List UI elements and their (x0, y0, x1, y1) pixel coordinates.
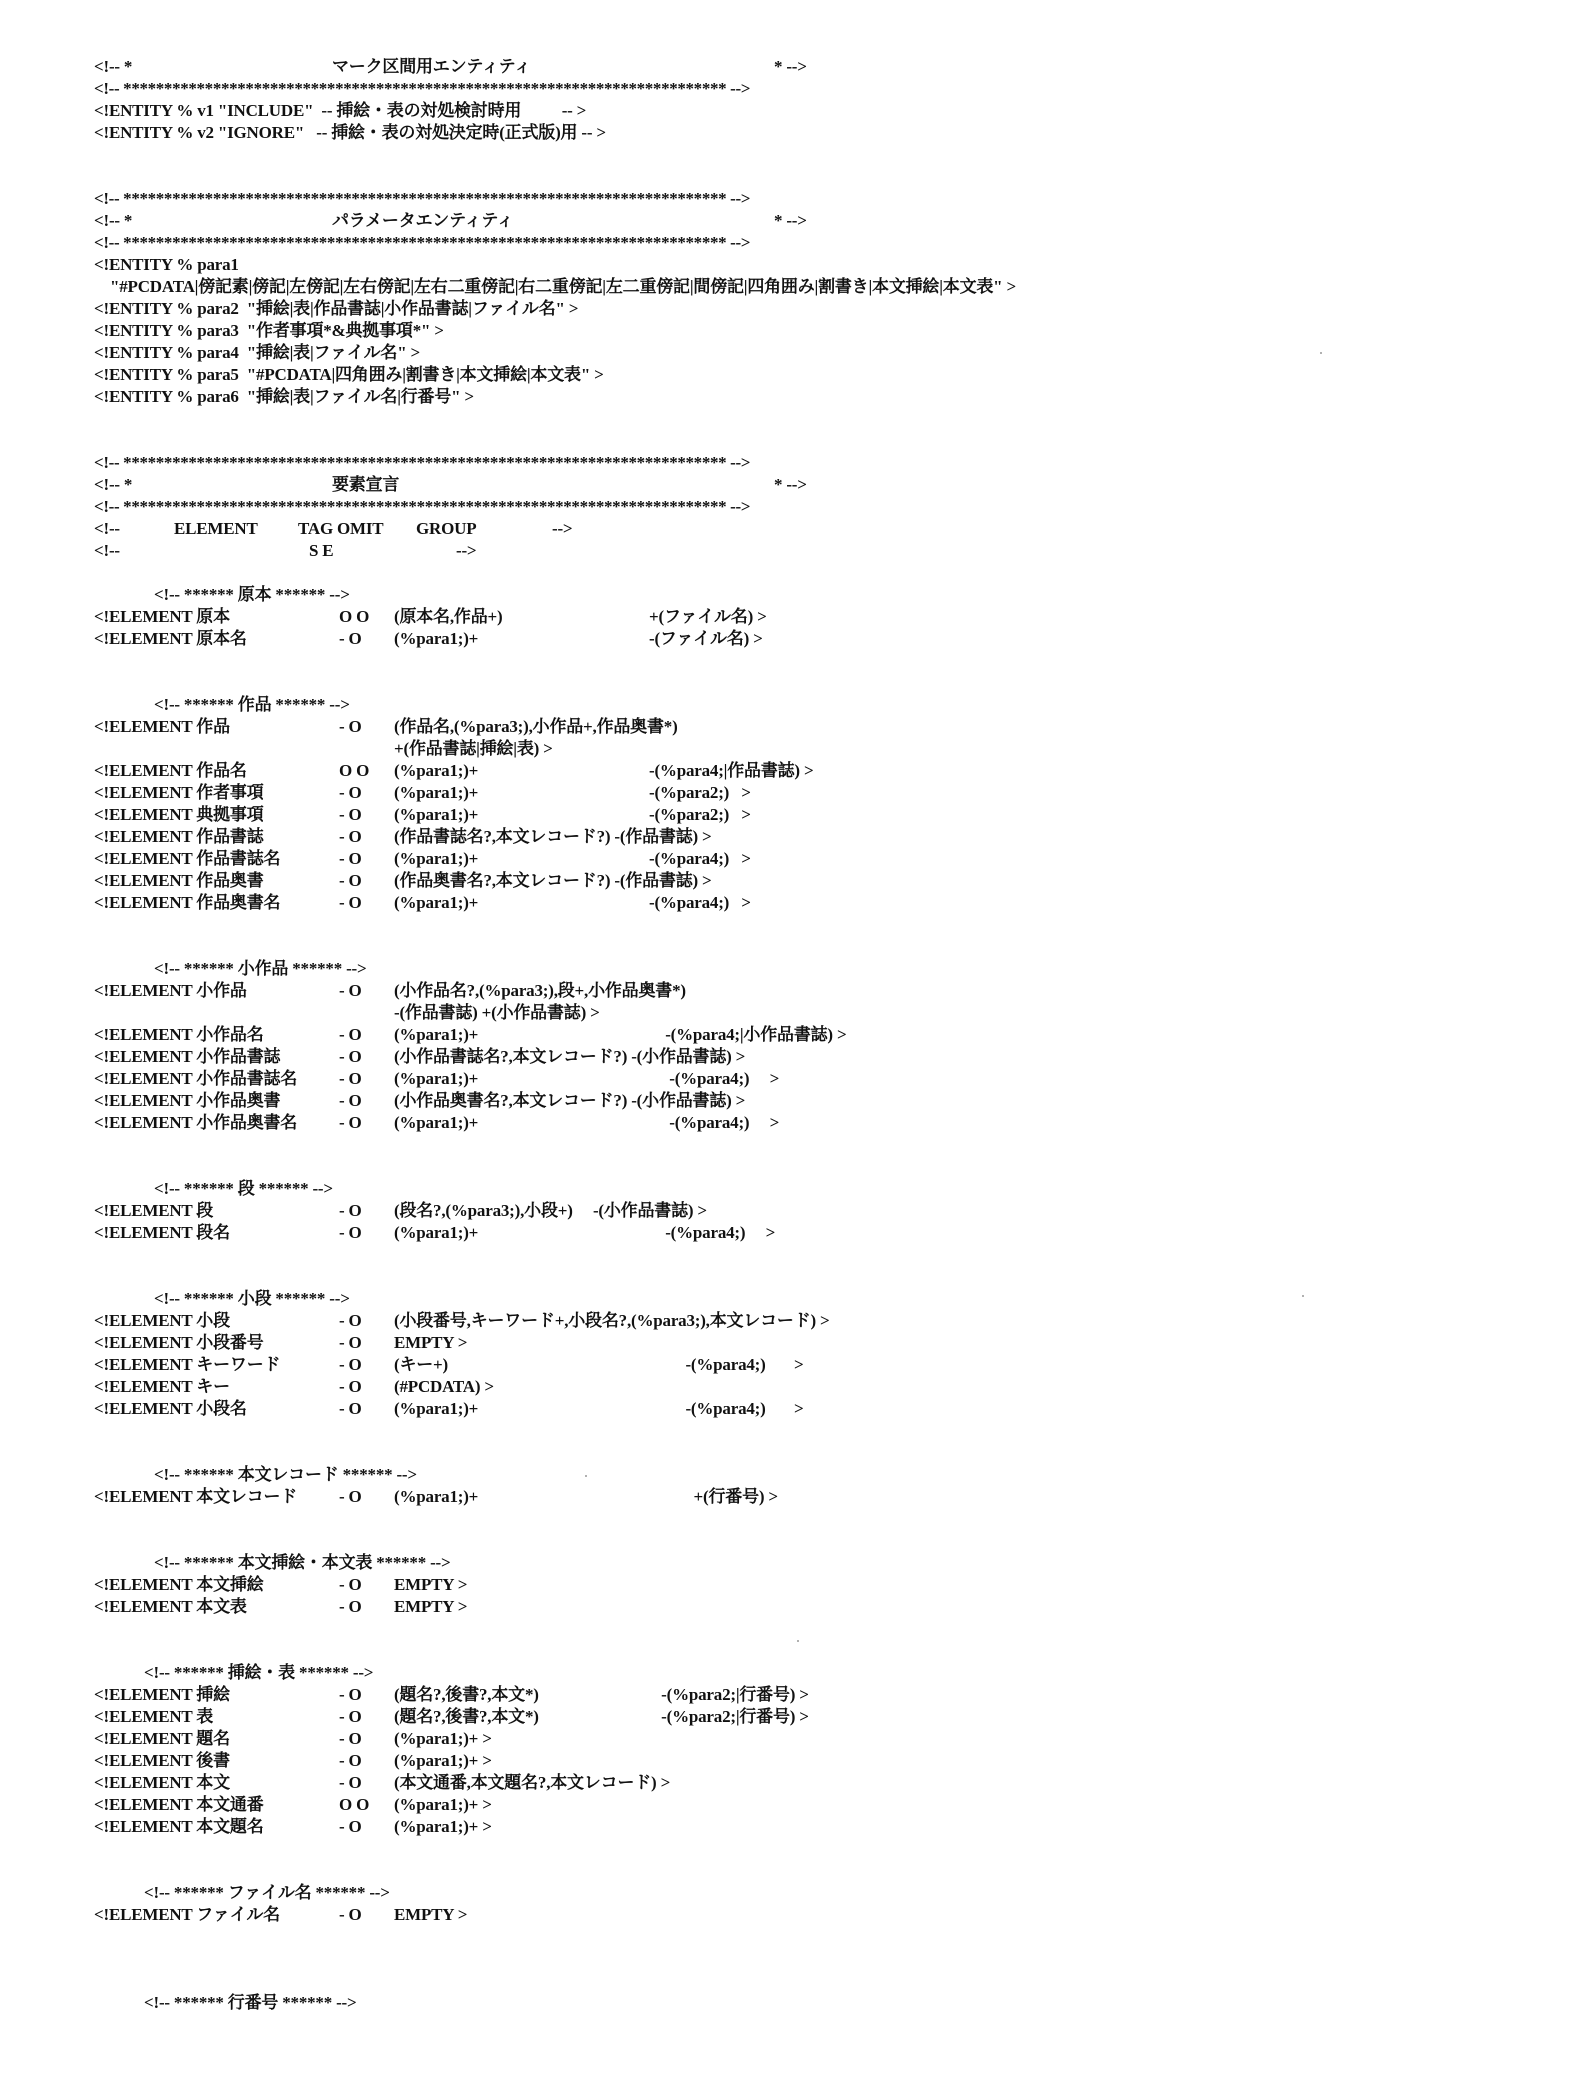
element-name: <!ELEMENT 小作品書誌 (94, 1047, 281, 1066)
comment-close: * --> (774, 475, 807, 494)
content-model: (段名?,(%para3;),小段+) -(小作品書誌) > (394, 1201, 707, 1220)
element-name: <!ELEMENT 作品書誌 (94, 827, 264, 846)
element-declaration (94, 1772, 1534, 1794)
section-gap (94, 1244, 1534, 1288)
star-rule-line (94, 452, 1534, 474)
declaration-text: <!ENTITY % para2 "挿絵|表|作品書誌|小作品書誌|ファイル名" > (94, 299, 579, 318)
element-declaration (94, 1068, 1534, 1090)
comment-close: --> (552, 519, 573, 538)
element-declaration (94, 1354, 1534, 1376)
star-rule: <!-- ************************************************************************** --> (94, 497, 751, 516)
tag-omission: - O (339, 1025, 362, 1044)
element-declaration (94, 606, 1534, 628)
exclusion-inclusion: -(%para4;) > (649, 893, 751, 912)
star-rule-line (94, 496, 1534, 518)
exclusion-inclusion: -(%para4;) > (649, 1223, 776, 1242)
tag-omission: - O (339, 1729, 362, 1748)
element-name: <!ELEMENT 本文挿絵 (94, 1575, 264, 1594)
element-name: <!ELEMENT 作者事項 (94, 783, 264, 802)
tag-omission: - O (339, 1487, 362, 1506)
element-declaration (94, 782, 1534, 804)
element-name: <!ELEMENT 作品名 (94, 761, 247, 780)
scan-speck (585, 1475, 587, 1477)
continuation-line (94, 1002, 1534, 1024)
tag-omission: - O (339, 1091, 362, 1110)
declaration-text: <!ENTITY % para5 "#PCDATA|四角囲み|割書き|本文挿絵|本文表" > (94, 365, 604, 384)
section-gap (94, 1508, 1534, 1552)
section-comment (94, 1178, 1534, 1200)
content-model: (%para1;)+ (394, 1113, 479, 1132)
section-comment (94, 1882, 1534, 1904)
content-model: (%para1;)+ (394, 805, 479, 824)
tag-omission: - O (339, 1817, 362, 1836)
element-declaration (94, 1904, 1534, 1926)
content-model: (%para1;)+ > (394, 1817, 492, 1836)
element-name: <!ELEMENT 小段番号 (94, 1333, 264, 1352)
content-model: (%para1;)+ (394, 783, 479, 802)
exclusion-inclusion: -(%para2;|行番号) > (649, 1707, 809, 1726)
element-name: <!ELEMENT 挿絵 (94, 1685, 230, 1704)
section-gap (94, 1926, 1534, 1970)
element-name: <!ELEMENT 後書 (94, 1751, 230, 1770)
content-model: EMPTY > (394, 1575, 468, 1594)
tag-omission: - O (339, 1685, 362, 1704)
star-rule: <!-- ************************************************************************** --> (94, 189, 751, 208)
comment-open: <!-- * (94, 57, 133, 76)
element-declaration (94, 1046, 1534, 1068)
content-model: (キー+) (394, 1355, 449, 1374)
element-name: <!ELEMENT キーワード (94, 1355, 281, 1374)
content-model: (%para1;)+ (394, 893, 479, 912)
section-comment (94, 1288, 1534, 1310)
element-name: <!ELEMENT 段名 (94, 1223, 230, 1242)
blank-line (94, 1970, 1534, 1992)
header-se: S E (309, 541, 334, 560)
tag-omission: - O (339, 1047, 362, 1066)
banner-title: 要素宣言 (332, 475, 400, 494)
tag-omission: - O (339, 849, 362, 868)
content-model: (%para1;)+ (394, 629, 479, 648)
content-model: EMPTY > (394, 1905, 468, 1924)
section-gap (94, 144, 1534, 188)
element-name: <!ELEMENT 典拠事項 (94, 805, 264, 824)
star-rule-line (94, 232, 1534, 254)
content-model: (%para1;)+ (394, 1223, 479, 1242)
content-model: (小作品書誌名?,本文レコード?) -(小作品書誌) > (394, 1047, 746, 1066)
tag-omission: - O (339, 629, 362, 648)
element-name: <!ELEMENT 作品奥書 (94, 871, 264, 890)
content-model: (小作品名?,(%para3;),段+,小作品奥書*) (394, 981, 686, 1000)
tag-omission: - O (339, 1311, 362, 1330)
element-declaration (94, 826, 1534, 848)
header-tag-omit: TAG OMIT (298, 519, 384, 538)
exclusion-inclusion: -(%para4;) > (649, 849, 751, 868)
continuation-text: +(作品書誌|挿絵|表) > (394, 739, 553, 758)
element-declaration (94, 1728, 1534, 1750)
entity-declaration (94, 364, 1534, 386)
tag-omission: O O (339, 761, 370, 780)
comment-close: * --> (774, 211, 807, 230)
banner-comment-line (94, 210, 1534, 232)
element-name: <!ELEMENT 小段 (94, 1311, 230, 1330)
column-subheader-line (94, 540, 1534, 562)
tag-omission: - O (339, 1355, 362, 1374)
declaration-text: <!ENTITY % para3 "作者事項*&典拠事項*" > (94, 321, 444, 340)
tag-omission: - O (339, 1751, 362, 1770)
element-declaration (94, 1596, 1534, 1618)
entity-declaration (94, 320, 1534, 342)
section-title: <!-- ****** 本文挿絵・本文表 ****** --> (154, 1553, 451, 1572)
element-declaration (94, 980, 1534, 1002)
star-rule: <!-- ************************************************************************** --> (94, 233, 751, 252)
tag-omission: - O (339, 1905, 362, 1924)
content-model: (%para1;)+ > (394, 1795, 492, 1814)
exclusion-inclusion: -(%para4;) > (649, 1399, 804, 1418)
content-model: (#PCDATA) > (394, 1377, 494, 1396)
tag-omission: - O (339, 1113, 362, 1132)
entity-declaration (94, 122, 1534, 144)
section-comment (94, 1464, 1534, 1486)
section-gap (94, 1838, 1534, 1882)
element-name: <!ELEMENT 段 (94, 1201, 214, 1220)
exclusion-inclusion: -(%para4;|小作品書誌) > (649, 1025, 847, 1044)
content-model: (題名?,後書?,本文*) (394, 1707, 539, 1726)
header-element: ELEMENT (174, 519, 258, 538)
content-model: (%para1;)+ (394, 1399, 479, 1418)
element-declaration (94, 628, 1534, 650)
declaration-text: <!ENTITY % v1 "INCLUDE" -- 挿絵・表の対処検討時用 -- > (94, 101, 587, 120)
content-model: (小段番号,キーワード+,小段名?,(%para3;),本文レコード) > (394, 1311, 830, 1330)
content-model: (作品名,(%para3;),小作品+,作品奥書*) (394, 717, 678, 736)
content-model: (%para1;)+ > (394, 1751, 492, 1770)
section-comment (94, 1552, 1534, 1574)
element-declaration (94, 1024, 1534, 1046)
section-gap (94, 1420, 1534, 1464)
star-rule: <!-- ************************************************************************** --> (94, 79, 751, 98)
section-gap (94, 1618, 1534, 1662)
element-name: <!ELEMENT 小作品奥書名 (94, 1113, 298, 1132)
content-model: EMPTY > (394, 1333, 468, 1352)
content-model: (%para1;)+ (394, 849, 479, 868)
tag-omission: - O (339, 1201, 362, 1220)
star-rule-line (94, 78, 1534, 100)
element-declaration (94, 1222, 1534, 1244)
tag-omission: - O (339, 1707, 362, 1726)
exclusion-inclusion: +(行番号) > (649, 1487, 778, 1506)
exclusion-inclusion: -(%para2;|行番号) > (649, 1685, 809, 1704)
element-declaration (94, 1794, 1534, 1816)
declaration-text: <!ENTITY % para6 "挿絵|表|ファイル名|行番号" > (94, 387, 474, 406)
tag-omission: O O (339, 1795, 370, 1814)
section-title: <!-- ****** 小作品 ****** --> (154, 959, 367, 978)
element-name: <!ELEMENT 作品書誌名 (94, 849, 281, 868)
tag-omission: - O (339, 1399, 362, 1418)
element-name: <!ELEMENT 表 (94, 1707, 214, 1726)
element-declaration (94, 1310, 1534, 1332)
comment-close: --> (456, 541, 477, 560)
element-declaration (94, 1750, 1534, 1772)
tag-omission: - O (339, 1333, 362, 1352)
banner-title: マーク区間用エンティティ (332, 57, 531, 76)
element-declaration (94, 1200, 1534, 1222)
element-name: <!ELEMENT 小作品 (94, 981, 247, 1000)
exclusion-inclusion: -(%para4;) > (649, 1113, 780, 1132)
exclusion-inclusion: -(ファイル名) > (649, 629, 763, 648)
element-declaration (94, 892, 1534, 914)
continuation-text: -(作品書誌) +(小作品書誌) > (394, 1003, 600, 1022)
element-name: <!ELEMENT 作品奥書名 (94, 893, 281, 912)
tag-omission: - O (339, 1575, 362, 1594)
section-comment (94, 1992, 1534, 2014)
continuation-line (94, 738, 1534, 760)
element-name: <!ELEMENT 本文題名 (94, 1817, 264, 1836)
content-model: (本文通番,本文題名?,本文レコード) > (394, 1773, 671, 1792)
entity-declaration (94, 298, 1534, 320)
star-rule: <!-- ************************************************************************** --> (94, 453, 751, 472)
exclusion-inclusion: -(%para4;) > (649, 1069, 780, 1088)
exclusion-inclusion: -(%para2;) > (649, 783, 751, 802)
element-name: <!ELEMENT ファイル名 (94, 1905, 280, 1924)
element-declaration (94, 1112, 1534, 1134)
tag-omission: - O (339, 783, 362, 802)
tag-omission: - O (339, 805, 362, 824)
section-comment (94, 958, 1534, 980)
element-name: <!ELEMENT 本文レコード (94, 1487, 298, 1506)
blank-line (94, 562, 1534, 584)
section-comment (94, 694, 1534, 716)
content-model: (作品書誌名?,本文レコード?) -(作品書誌) > (394, 827, 712, 846)
section-title: <!-- ****** 作品 ****** --> (154, 695, 350, 714)
element-name: <!ELEMENT 原本名 (94, 629, 247, 648)
tag-omission: - O (339, 1223, 362, 1242)
comment-open: <!-- * (94, 211, 133, 230)
element-declaration (94, 1376, 1534, 1398)
element-name: <!ELEMENT 原本 (94, 607, 230, 626)
entity-value: "#PCDATA|傍記素|傍記|左傍記|左右傍記|左右二重傍記|右二重傍記|左二重傍記|間傍記|四角囲み|割書き|本文挿絵|本文表" > (110, 277, 1016, 296)
element-declaration (94, 1816, 1534, 1838)
element-name: <!ELEMENT 本文通番 (94, 1795, 264, 1814)
section-title: <!-- ****** 段 ****** --> (154, 1179, 333, 1198)
element-declaration (94, 1090, 1534, 1112)
element-name: <!ELEMENT 小作品書誌名 (94, 1069, 298, 1088)
tag-omission: O O (339, 607, 370, 626)
section-title: <!-- ****** ファイル名 ****** --> (144, 1883, 390, 1902)
tag-omission: - O (339, 1069, 362, 1088)
section-title: <!-- ****** 小段 ****** --> (154, 1289, 350, 1308)
element-declaration (94, 1398, 1534, 1420)
element-name: <!ELEMENT 作品 (94, 717, 230, 736)
element-name: <!ELEMENT 本文表 (94, 1597, 247, 1616)
element-declaration (94, 1332, 1534, 1354)
comment-open: <!-- (94, 519, 120, 538)
tag-omission: - O (339, 827, 362, 846)
star-rule-line (94, 188, 1534, 210)
content-model: (%para1;)+ (394, 1069, 479, 1088)
section-title: <!-- ****** 挿絵・表 ****** --> (144, 1663, 374, 1682)
element-declaration (94, 870, 1534, 892)
entity-value-line (94, 276, 1534, 298)
element-declaration (94, 1706, 1534, 1728)
content-model: (%para1;)+ (394, 761, 479, 780)
element-declaration (94, 804, 1534, 826)
entity-declaration (94, 386, 1534, 408)
tag-omission: - O (339, 1377, 362, 1396)
content-model: (%para1;)+ > (394, 1729, 492, 1748)
tag-omission: - O (339, 1773, 362, 1792)
exclusion-inclusion: -(%para4;) > (649, 1355, 804, 1374)
content-model: (作品奥書名?,本文レコード?) -(作品書誌) > (394, 871, 712, 890)
content-model: (小作品奥書名?,本文レコード?) -(小作品書誌) > (394, 1091, 746, 1110)
content-model: (原本名,作品+) (394, 607, 503, 626)
section-comment (94, 1662, 1534, 1684)
content-model: (%para1;)+ (394, 1025, 479, 1044)
element-declaration (94, 1486, 1534, 1508)
element-declaration (94, 760, 1534, 782)
declaration-text: <!ENTITY % v2 "IGNORE" -- 挿絵・表の対処決定時(正式版)用 -- > (94, 123, 606, 142)
scan-speck (1302, 1295, 1304, 1297)
section-gap (94, 914, 1534, 958)
declaration-text: <!ENTITY % para4 "挿絵|表|ファイル名" > (94, 343, 420, 362)
tag-omission: - O (339, 871, 362, 890)
element-name: <!ELEMENT 本文 (94, 1773, 230, 1792)
banner-title: パラメータエンティティ (332, 211, 514, 230)
section-gap (94, 1134, 1534, 1178)
element-name: <!ELEMENT 小段名 (94, 1399, 247, 1418)
comment-open: <!-- (94, 541, 120, 560)
tag-omission: - O (339, 1597, 362, 1616)
exclusion-inclusion: -(%para2;) > (649, 805, 751, 824)
element-name: <!ELEMENT 題名 (94, 1729, 230, 1748)
declaration-text: <!ENTITY % para1 (94, 255, 239, 274)
exclusion-inclusion: -(%para4;|作品書誌) > (649, 761, 814, 780)
tag-omission: - O (339, 893, 362, 912)
scan-speck (797, 1640, 799, 1642)
tag-omission: - O (339, 717, 362, 736)
section-gap (94, 408, 1534, 452)
banner-comment-line (94, 474, 1534, 496)
comment-close: * --> (774, 57, 807, 76)
content-model: (題名?,後書?,本文*) (394, 1685, 539, 1704)
content-model: EMPTY > (394, 1597, 468, 1616)
section-title: <!-- ****** 行番号 ****** --> (144, 1993, 357, 2012)
element-name: <!ELEMENT 小作品名 (94, 1025, 264, 1044)
element-declaration (94, 848, 1534, 870)
section-title: <!-- ****** 本文レコード ****** --> (154, 1465, 417, 1484)
comment-open: <!-- * (94, 475, 133, 494)
section-gap (94, 650, 1534, 694)
banner-comment-line (94, 56, 1534, 78)
element-name: <!ELEMENT 小作品奥書 (94, 1091, 281, 1110)
content-model: (%para1;)+ (394, 1487, 479, 1506)
element-declaration (94, 1574, 1534, 1596)
entity-declaration (94, 100, 1534, 122)
scan-speck (1320, 352, 1322, 354)
entity-declaration (94, 342, 1534, 364)
column-header-line (94, 518, 1534, 540)
header-group: GROUP (416, 519, 477, 538)
element-declaration (94, 1684, 1534, 1706)
entity-declaration (94, 254, 1534, 276)
section-comment (94, 584, 1534, 606)
element-declaration (94, 716, 1534, 738)
section-title: <!-- ****** 原本 ****** --> (154, 585, 350, 604)
tag-omission: - O (339, 981, 362, 1000)
dtd-document (94, 56, 1534, 2014)
exclusion-inclusion: +(ファイル名) > (649, 607, 767, 626)
element-name: <!ELEMENT キー (94, 1377, 230, 1396)
